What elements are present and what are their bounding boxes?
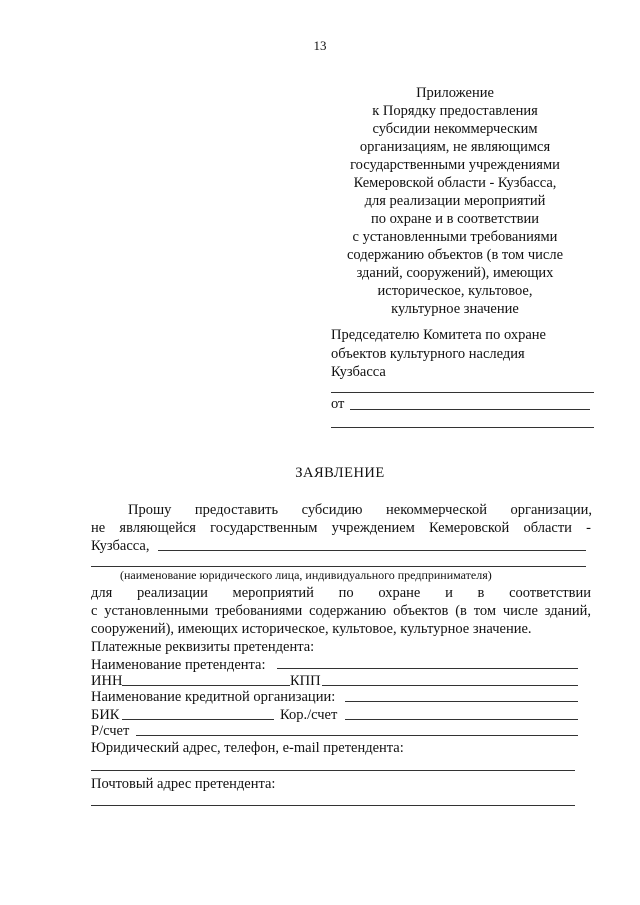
postal-address-label: Почтовый адрес претендента: <box>91 776 276 792</box>
page-number: 13 <box>313 38 327 53</box>
organization-name-note: (наименование юридического лица, индивидуального предпринимателя) <box>120 568 492 582</box>
account-label: Р/счет <box>91 723 130 739</box>
inn-field[interactable] <box>122 685 290 686</box>
bank-name-label: Наименование кредитной организации: <box>91 689 336 705</box>
body-line-6: сооружений), имеющих историческое, культовое, культурное значение. <box>91 621 532 637</box>
requisites-heading: Платежные реквизиты претендента: <box>91 639 315 655</box>
appendix-line: для реализации мероприятий <box>364 193 546 209</box>
body-line-5: с установленными требованиями содержанию объектов (в том числе зданий, <box>91 603 591 619</box>
appendix-line: организациям, не являющимся <box>359 139 551 155</box>
kpp-field[interactable] <box>322 685 578 686</box>
body-line-4: для реализации мероприятий по охране и в соответствии <box>91 585 591 601</box>
appendix-line: субсидии некоммерческим <box>372 121 538 137</box>
account-field[interactable] <box>136 735 578 736</box>
appendix-line: Приложение <box>416 85 494 101</box>
appendix-line: содержанию объектов (в том числе <box>346 247 564 263</box>
appendix-line: культурное значение <box>391 301 519 317</box>
body-line-1: Прошу предоставить субсидию некоммерческой организации, <box>128 502 592 518</box>
body-line-2: не являющейся государственным учреждением Кемеровской области - <box>91 520 591 536</box>
corr-account-label: Кор./счет <box>280 707 338 723</box>
document-title: ЗАЯВЛЕНИЕ <box>295 465 385 481</box>
corr-account-field[interactable] <box>345 719 578 720</box>
addressee-block <box>331 326 546 382</box>
bank-name-field[interactable] <box>345 701 578 702</box>
from-blank-line[interactable] <box>350 409 590 410</box>
bik-label: БИК <box>91 707 120 723</box>
organization-name-line-2[interactable] <box>91 566 586 567</box>
kpp-label: КПП <box>290 673 321 689</box>
postal-address-field[interactable] <box>91 805 575 806</box>
organization-name-line[interactable] <box>158 550 586 551</box>
inn-label: ИНН <box>91 673 123 689</box>
legal-address-field[interactable] <box>91 770 575 771</box>
appendix-line: с установленными требованиями <box>352 229 558 245</box>
appendix-line: к Порядку предоставления <box>372 103 538 119</box>
body-line-3: Кузбасса, <box>91 538 150 554</box>
addressee-line: объектов культурного наследия <box>331 345 525 362</box>
from-label: от <box>331 396 345 412</box>
appendix-line: Кемеровской области - Кузбасса, <box>353 175 557 191</box>
appendix-line: государственными учреждениями <box>350 157 560 173</box>
addressee-blank-line[interactable] <box>331 392 594 393</box>
addressee-line: Председателю Комитета по охране <box>331 327 546 343</box>
from-blank-line-2[interactable] <box>331 427 594 428</box>
appendix-line: по охране и в соответствии <box>370 211 540 227</box>
applicant-name-field[interactable] <box>277 668 578 669</box>
bik-field[interactable] <box>122 719 274 720</box>
appendix-block <box>320 84 590 318</box>
addressee-line: Кузбасса <box>331 364 386 380</box>
applicant-name-label: Наименование претендента: <box>91 657 266 673</box>
legal-address-label: Юридический адрес, телефон, e-mail претендента: <box>91 740 404 756</box>
appendix-line: историческое, культовое, <box>377 283 533 299</box>
appendix-line: зданий, сооружений), имеющих <box>356 265 554 281</box>
